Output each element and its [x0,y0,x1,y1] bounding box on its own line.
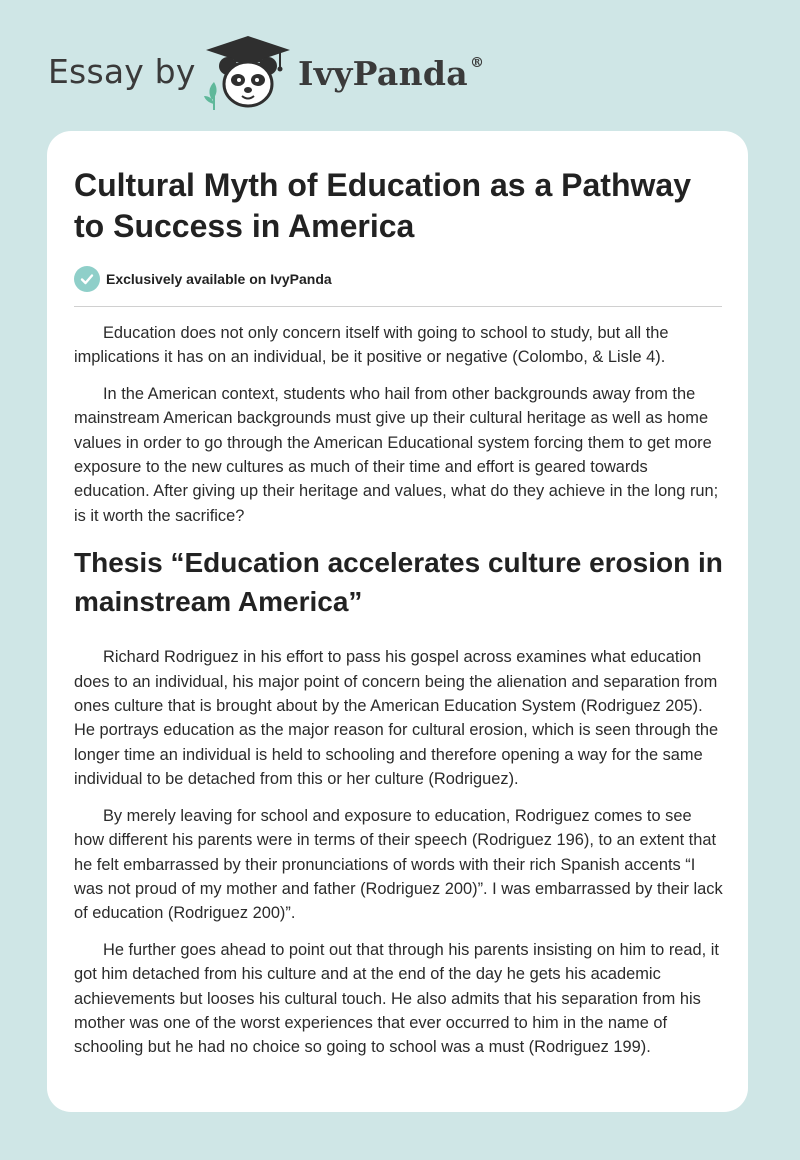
paragraph: Richard Rodriguez in his effort to pass his gospel across examines what education does to an individual, his major point of concern being the alienation and separation from ones culture that is brought about by the American Education System (Rodriguez 205). He portrays education as the major reason for cultural erosion, which is seen through the longer time an individual is held to schooling and therefore opening a way for the same individual to be detached from this or her culture (Rodriguez). [74,648,719,789]
check-circle-icon [74,266,100,292]
exclusive-badge [74,265,721,293]
panda-graduate-icon[interactable] [204,34,292,110]
essay-title: Cultural Myth of Education as a Pathway to Success in America [74,167,691,244]
exclusive-label: Exclusively available on IvyPanda [106,271,332,287]
paragraph: Education does not only concern itself with going to school to study, but all the implications it has on an individual, be it positive or negative (Colombo, & Lisle 4). [74,324,669,367]
brand-logo-text[interactable]: IvyPanda ® [298,54,485,93]
paragraph: By merely leaving for school and exposure to education, Rodriguez comes to see how different his parents were in terms of their speech (Rodriguez 196), to an extent that he felt embarrassed by their pronunciations of words with their rich Spanish accents “I was not proud of my mother and father (Rodriguez 200)”. I was embarrassed by their lack of education (Rodriguez 200)”. [74,806,723,923]
paragraph: In the American context, students who hail from other backgrounds away from the mainstream American backgrounds must give up their cultural heritage as well as home values in order to go through the American Educational system forcing them to get more exposure to the new cultures as much of their time and effort is geared towards education. After giving up their heritage and values, what do they achieve in the long run; is it worth the sacrifice? [74,384,719,525]
registered-mark: ® [469,55,485,71]
site-header [0,0,800,130]
essay-by-label: Essay by [48,52,196,91]
thesis-heading: Thesis “Education accelerates culture erosion in mainstream America” [74,547,723,618]
divider [74,306,722,307]
essay-card [47,131,748,1112]
paragraph: He further goes ahead to point out that through his parents insisting on him to read, it got him detached from his culture and at the end of the day he gets his academic achievements but looses his cultural touch. He also admits that his separation from his mother was one of the worst experiences that ever occurred to him in the name of schooling but he had no choice so going to school was a must (Rodriguez 199). [74,940,719,1057]
